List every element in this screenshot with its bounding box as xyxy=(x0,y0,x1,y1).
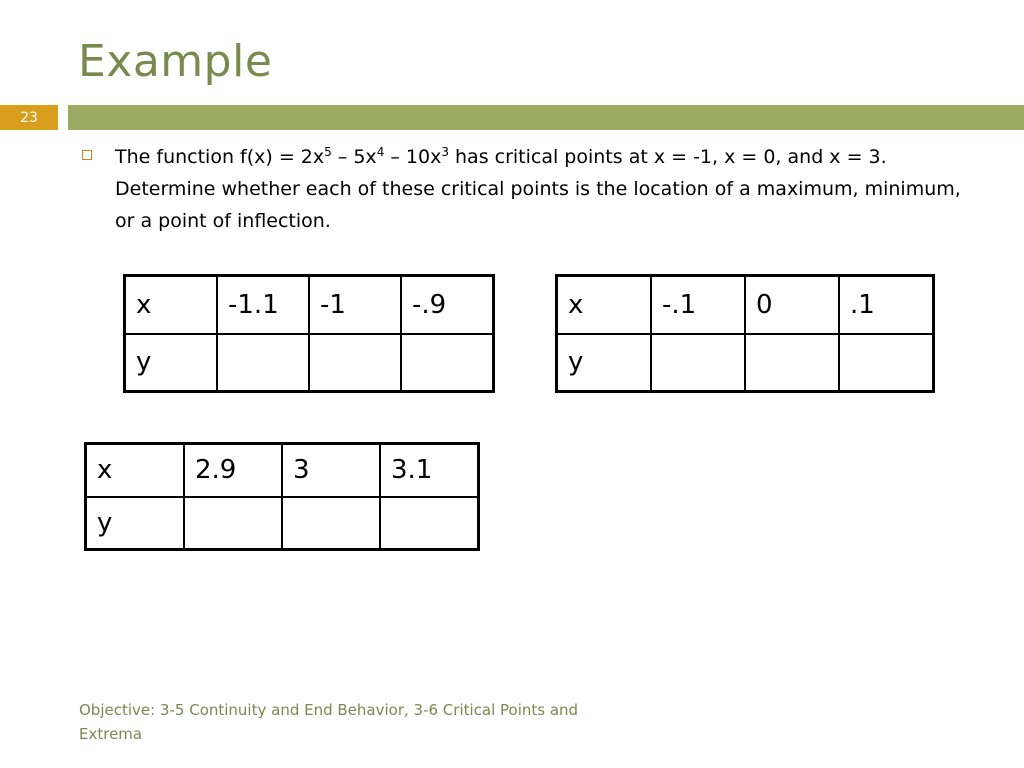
x-value-cell: -1.1 xyxy=(217,276,309,334)
y-value-cell xyxy=(309,334,401,392)
exponent-1: 5 xyxy=(324,145,332,159)
x-value-cell: .1 xyxy=(839,276,934,334)
x-value-cell: 3.1 xyxy=(380,444,479,497)
exponent-2: 4 xyxy=(376,145,385,159)
x-value-cell: 0 xyxy=(745,276,839,334)
x-value-cell: 3 xyxy=(282,444,380,497)
value-table-near-3 xyxy=(84,442,480,551)
x-value-cell: 2.9 xyxy=(184,444,282,497)
row-label-x: x xyxy=(557,276,652,334)
slide-footer-objective: Objective: 3-5 Continuity and End Behavior, 3-6 Critical Points and Extrema xyxy=(79,701,579,743)
slide-number: 23 xyxy=(20,109,38,126)
row-label-x: x xyxy=(125,276,218,334)
statement-part-1: The function f(x) = 2x xyxy=(115,146,325,168)
y-value-cell xyxy=(745,334,839,392)
statement-part-3: – 10x xyxy=(384,146,442,168)
y-value-cell xyxy=(217,334,309,392)
value-table-near-neg1 xyxy=(123,274,495,393)
y-value-cell xyxy=(282,497,380,550)
problem-statement xyxy=(115,141,965,237)
y-value-cell xyxy=(401,334,494,392)
x-value-cell: -1 xyxy=(309,276,401,334)
y-value-cell xyxy=(184,497,282,550)
y-value-cell xyxy=(839,334,934,392)
statement-part-2: – 5x xyxy=(331,146,377,168)
y-value-cell xyxy=(380,497,479,550)
row-label-y: y xyxy=(86,497,185,550)
slide-title: Example xyxy=(78,36,273,87)
x-value-cell: -.9 xyxy=(401,276,494,334)
y-value-cell xyxy=(651,334,745,392)
title-accent-bar xyxy=(68,105,1024,130)
row-label-y: y xyxy=(557,334,652,392)
row-label-y: y xyxy=(125,334,218,392)
row-label-x: x xyxy=(86,444,185,497)
x-value-cell: -.1 xyxy=(651,276,745,334)
value-table-near-0 xyxy=(555,274,935,393)
slide-number-badge xyxy=(0,105,58,130)
statement-part-4: has critical points at x = -1, x = 0, and x = 3. Determine whether each of these critical points is the location of a maximum, minimum, or a point of inflection. xyxy=(115,146,961,232)
bullet-square-icon xyxy=(82,150,92,160)
exponent-3: 3 xyxy=(441,145,449,159)
